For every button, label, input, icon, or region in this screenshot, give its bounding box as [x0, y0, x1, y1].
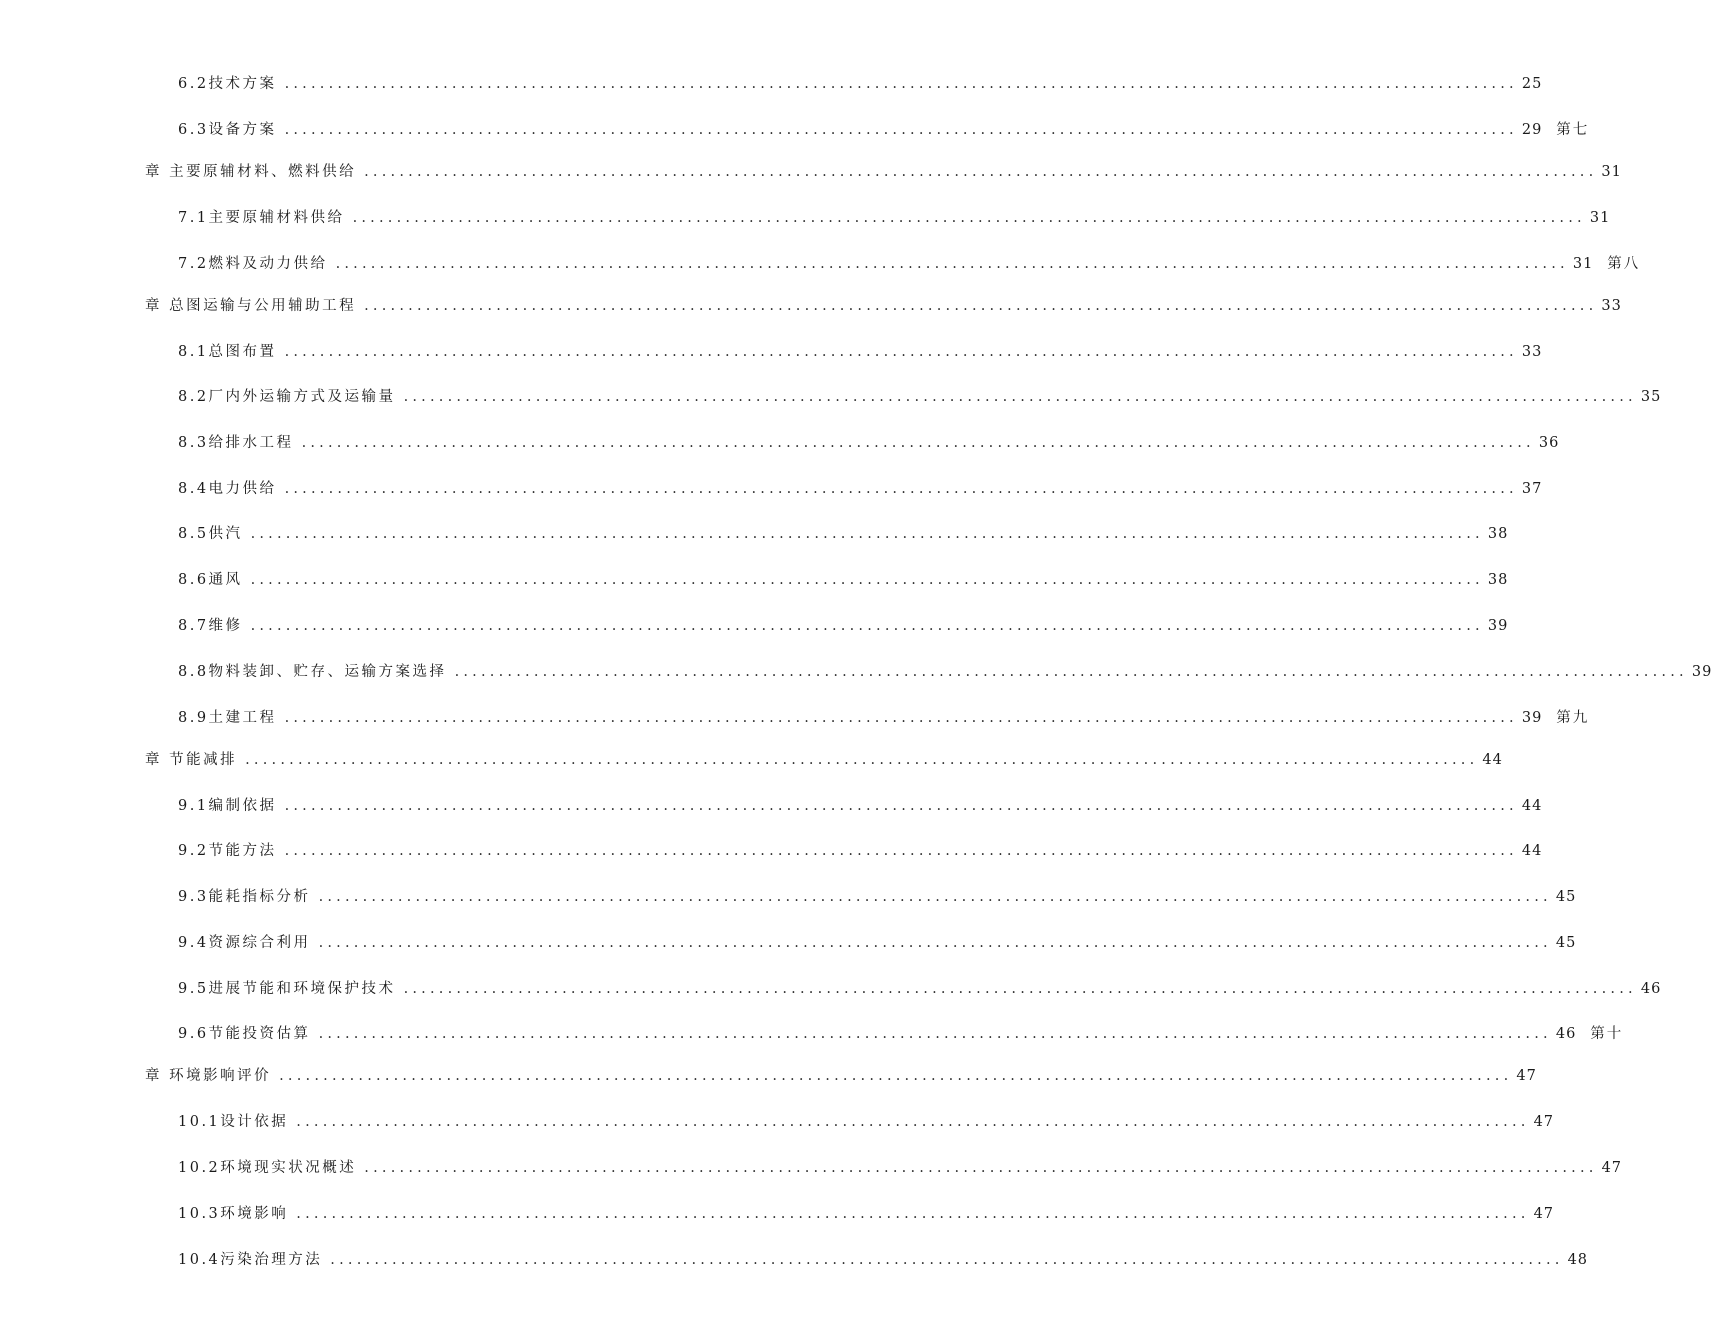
dot-leader: ............................................................................................................................................ — [284, 122, 1518, 138]
toc-entry-title: 8.6通风 — [178, 572, 243, 588]
dot-leader: ............................................................................................................................................ — [364, 298, 1598, 314]
toc-entry-title: 8.1总图布置 — [178, 344, 277, 360]
toc-page-number: 31 — [1589, 210, 1611, 226]
dot-leader: ............................................................................................................................................ — [284, 344, 1518, 360]
toc-page-number: 35 — [1640, 389, 1662, 405]
toc-entry-title: 9.4资源综合利用 — [178, 935, 311, 951]
toc-entry[interactable] — [178, 614, 1509, 635]
toc-entry-title: 10.4污染治理方法 — [178, 1252, 323, 1268]
toc-page-number: 29 — [1521, 122, 1543, 138]
toc-entry[interactable] — [178, 252, 1641, 273]
dot-leader: ............................................................................................................................................ — [454, 664, 1688, 680]
toc-entry[interactable] — [178, 794, 1543, 815]
toc-entry[interactable] — [178, 340, 1543, 361]
dot-leader: ............................................................................................................................................ — [284, 843, 1518, 859]
toc-entry-title: 6.3设备方案 — [178, 122, 277, 138]
toc-entry[interactable] — [178, 72, 1543, 93]
toc-entry-title: 9.2节能方法 — [178, 843, 277, 859]
toc-page-number: 47 — [1533, 1206, 1555, 1222]
toc-entry[interactable] — [178, 118, 1590, 139]
dot-leader: ............................................................................................................................................ — [296, 1206, 1530, 1222]
toc-entry[interactable] — [178, 1110, 1555, 1131]
toc-page-number: 44 — [1521, 843, 1543, 859]
dot-leader: ............................................................................................................................................ — [318, 935, 1552, 951]
toc-entry[interactable] — [178, 706, 1590, 727]
toc-page-number: 31 — [1572, 256, 1594, 272]
toc-page-number: 47 — [1601, 1160, 1623, 1176]
toc-entry[interactable] — [145, 160, 1622, 181]
dot-leader: ............................................................................................................................................ — [352, 210, 1586, 226]
toc-page-number: 44 — [1521, 798, 1543, 814]
toc-page-number: 37 — [1521, 481, 1543, 497]
toc-entry-title: 6.2技术方案 — [178, 76, 277, 92]
dot-leader: ............................................................................................................................................ — [335, 256, 1569, 272]
dot-leader: ............................................................................................................................................ — [301, 435, 1535, 451]
toc-page-number: 39 — [1521, 710, 1543, 726]
toc-entry-title: 8.4电力供给 — [178, 481, 277, 497]
dot-leader: ............................................................................................................................................ — [403, 389, 1637, 405]
dot-leader: ............................................................................................................................................ — [245, 752, 1479, 768]
toc-entry[interactable] — [178, 431, 1560, 452]
toc-entry[interactable] — [178, 839, 1543, 860]
dot-leader: ............................................................................................................................................ — [318, 1026, 1552, 1042]
toc-page-number: 36 — [1538, 435, 1560, 451]
toc-page-number: 45 — [1555, 935, 1577, 951]
dot-leader: ............................................................................................................................................ — [250, 572, 1484, 588]
toc-entry[interactable] — [178, 568, 1509, 589]
toc-entry[interactable] — [178, 477, 1543, 498]
dot-leader: ............................................................................................................................................ — [330, 1252, 1564, 1268]
toc-page-number: 25 — [1521, 76, 1543, 92]
next-chapter-prefix: 第七 — [1556, 122, 1590, 138]
toc-entry-title: 8.5供汽 — [178, 526, 243, 542]
dot-leader: ............................................................................................................................................ — [318, 889, 1552, 905]
toc-entry-title: 8.8物料装卸、贮存、运输方案选择 — [178, 664, 447, 680]
toc-entry-title: 7.2燃料及动力供给 — [178, 256, 328, 272]
dot-leader: ............................................................................................................................................ — [296, 1114, 1530, 1130]
toc-entry-title: 8.3给排水工程 — [178, 435, 294, 451]
toc-entry-title: 10.3环境影响 — [178, 1206, 289, 1222]
toc-page-number: 45 — [1555, 889, 1577, 905]
toc-page-number: 33 — [1521, 344, 1543, 360]
toc-page-number: 44 — [1482, 752, 1503, 768]
toc-entry[interactable] — [178, 385, 1662, 406]
dot-leader: ............................................................................................................................................ — [403, 981, 1637, 997]
toc-entry[interactable] — [178, 522, 1509, 543]
toc-entry-title: 章 主要原辅材料、燃料供给 — [145, 164, 357, 180]
toc-page-number: 31 — [1601, 164, 1622, 180]
next-chapter-prefix: 第十 — [1590, 1026, 1624, 1042]
toc-entry[interactable] — [178, 1156, 1623, 1177]
toc-entry[interactable] — [178, 1202, 1555, 1223]
toc-page-number: 38 — [1487, 526, 1509, 542]
toc-entry[interactable] — [178, 977, 1662, 998]
toc-entry-title: 8.7维修 — [178, 618, 243, 634]
toc-entry-title: 9.1编制依据 — [178, 798, 277, 814]
dot-leader: ............................................................................................................................................ — [250, 618, 1484, 634]
dot-leader: ............................................................................................................................................ — [284, 76, 1518, 92]
toc-entry-title: 9.5进展节能和环境保护技术 — [178, 981, 396, 997]
toc-page-number: 33 — [1601, 298, 1622, 314]
toc-entry-title: 9.3能耗指标分析 — [178, 889, 311, 905]
toc-entry[interactable] — [178, 206, 1611, 227]
toc-entry-title: 7.1主要原辅材料供给 — [178, 210, 345, 226]
next-chapter-prefix: 第九 — [1556, 710, 1590, 726]
toc-entry-title: 8.9土建工程 — [178, 710, 277, 726]
toc-entry[interactable] — [145, 294, 1622, 315]
toc-entry-title: 章 总图运输与公用辅助工程 — [145, 298, 357, 314]
dot-leader: ............................................................................................................................................ — [284, 481, 1518, 497]
toc-page-number: 39 — [1691, 664, 1712, 680]
toc-page-number: 47 — [1516, 1068, 1537, 1084]
toc-entry[interactable] — [178, 1248, 1589, 1269]
toc-entry-title: 章 环境影响评价 — [145, 1068, 272, 1084]
toc-page-number: 47 — [1533, 1114, 1555, 1130]
next-chapter-prefix: 第八 — [1607, 256, 1641, 272]
toc-entry-title: 8.2厂内外运输方式及运输量 — [178, 389, 396, 405]
toc-entry-title: 章 节能减排 — [145, 752, 238, 768]
toc-entry[interactable] — [178, 931, 1577, 952]
dot-leader: ............................................................................................................................................ — [364, 164, 1598, 180]
toc-page-number: 38 — [1487, 572, 1509, 588]
dot-leader: ............................................................................................................................................ — [364, 1160, 1598, 1176]
toc-entry[interactable] — [145, 748, 1503, 769]
dot-leader: ............................................................................................................................................ — [250, 526, 1484, 542]
dot-leader: ............................................................................................................................................ — [284, 798, 1518, 814]
toc-page-number: 46 — [1555, 1026, 1577, 1042]
dot-leader: ............................................................................................................................................ — [279, 1068, 1513, 1084]
toc-entry[interactable] — [178, 1022, 1624, 1043]
toc-page-number: 48 — [1567, 1252, 1589, 1268]
dot-leader: ............................................................................................................................................ — [284, 710, 1518, 726]
toc-entry-title: 9.6节能投资估算 — [178, 1026, 311, 1042]
toc-entry-title: 10.1设计依据 — [178, 1114, 289, 1130]
toc-entry[interactable] — [178, 885, 1577, 906]
toc-entry[interactable] — [145, 1064, 1537, 1085]
toc-page-number: 39 — [1487, 618, 1509, 634]
toc-entry-title: 10.2环境现实状况概述 — [178, 1160, 357, 1176]
toc-page-number: 46 — [1640, 981, 1662, 997]
toc-entry[interactable] — [178, 660, 1712, 681]
